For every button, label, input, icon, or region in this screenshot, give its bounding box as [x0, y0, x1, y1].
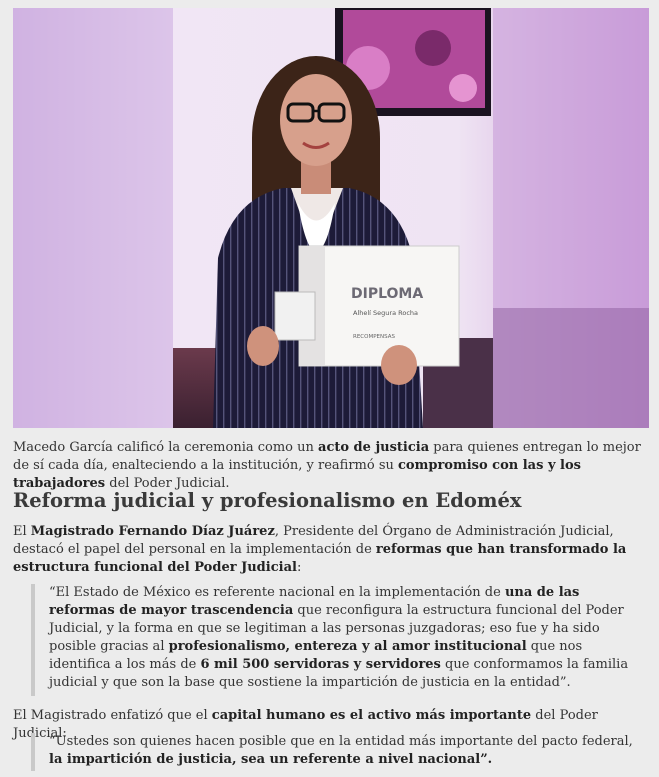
- blockquote-justicia: [31, 733, 645, 771]
- diploma: [299, 246, 459, 366]
- diploma-title: DIPLOMA: [351, 286, 424, 302]
- diploma-name: Alhelí Segura Rocha: [353, 309, 419, 317]
- paragraph-capital-humano: El Magistrado enfatizó que el capital humano es el activo más importante del Poder Judicial:: [13, 708, 598, 741]
- article-photo: [13, 8, 649, 428]
- photo-caption: Macedo García calificó la ceremonia como un acto de justicia para quienes entregan lo mejor de sí cada día, enalteciendo a la institución, y reafirmó su compromiso con las y los trabajadores del Poder Judicial.: [13, 440, 641, 491]
- blockquote-reform: [31, 584, 645, 696]
- photo-illustration: [13, 8, 649, 428]
- blockquote-reform-text: “El Estado de México es referente nacional en la implementación de una de las reformas de mayor trascendencia que reconfigura la estructura funcional del Poder Judicial, y la forma en que se legitiman a las personas juzgadoras; eso fue y ha sido posible gracias al profesionalismo, entereza y al amor institucional que nos identifica a los más de 6 mil 500 servidoras y servidores que conformamos la familia judicial y que son la base que sostiene la impartición de justicia en la entidad”.: [49, 585, 629, 690]
- paragraph-magistrado: El Magistrado Fernando Díaz Juárez, Presidente del Órgano de Administración Judicial, destacó el papel del personal en la implementación de reformas que han transformado la estructura funcional del Poder Judicial:: [13, 524, 627, 575]
- blockquote-justicia-text: “Ustedes son quienes hacen posible que en la entidad más importante del pacto federal, la impartición de justicia, sea un referente a nivel nacional”.: [49, 734, 633, 767]
- diploma-award: RECOMPENSAS: [353, 334, 395, 340]
- section-heading: Reforma judicial y profesionalismo en Edoméx: [13, 489, 522, 512]
